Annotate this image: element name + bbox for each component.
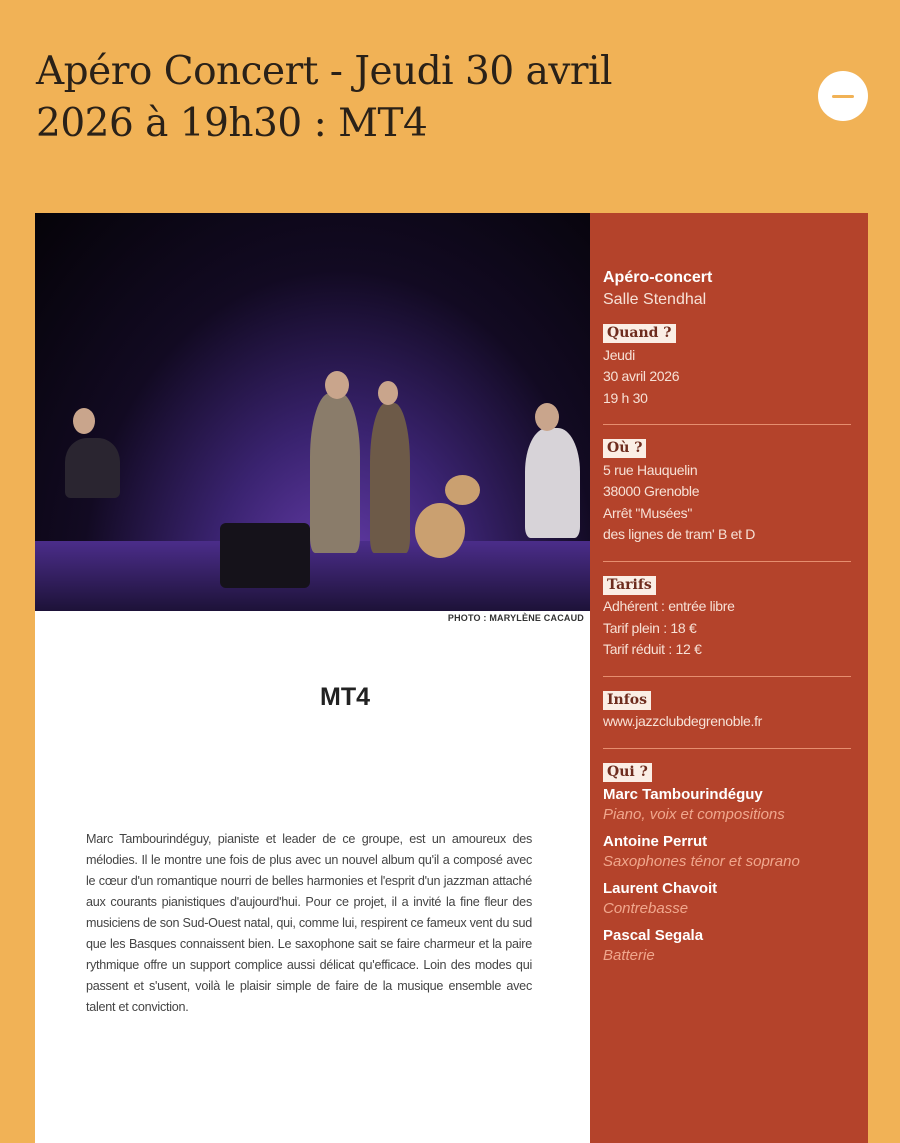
musician-name: Laurent Chavoit <box>603 880 718 897</box>
musician-role: Saxophones ténor et soprano <box>603 853 800 870</box>
bassist-head <box>378 381 398 405</box>
musician-role: Batterie <box>603 947 655 964</box>
price-line: Tarif réduit : 12 € <box>603 641 702 657</box>
collapse-button[interactable] <box>818 71 868 121</box>
address-line: Arrêt "Musées" <box>603 504 692 521</box>
divider <box>603 561 851 562</box>
saxophonist <box>310 393 360 553</box>
musician-name: Pascal Segala <box>603 927 704 944</box>
address-line: 38000 Grenoble <box>603 483 700 499</box>
description: Marc Tambourindéguy, pianiste et leader de ce groupe, est un amoureux des mélodies. Il le montre une fois de plus avec un nouvel album qu'il a composé avec le cœur d'un romantique nourri de belles harmonies et l'esprit d'un jazzman attaché aux courants pianistiques d'aujourd'hui. Pour ce projet, il a invité la fine fleur des musiciens de son Sud-Ouest natal, qui, comme lui, respirent ce fameux vent du sud que les Basques connaissent bien. Le saxophone sait se faire charmeur et la paire rythmique offre un support complice aussi délicat qu'efficace. Loin des modes qui passent et s'usent, voilà le plaisir simple de faire de la musique ensemble avec talent et conviction. <box>86 832 532 1014</box>
where-label: Où ? <box>603 439 646 458</box>
venue: Salle Stendhal <box>603 290 707 308</box>
drummer <box>525 428 580 538</box>
musician-role: Contrebasse <box>603 900 689 917</box>
info-panel <box>590 213 868 1143</box>
musician-name: Antoine Perrut <box>603 833 708 850</box>
event-type: Apéro-concert <box>603 269 713 286</box>
website-link[interactable]: www.jazzclubdegrenoble.fr <box>603 713 763 729</box>
divider <box>603 748 851 749</box>
tom-drum <box>445 475 480 505</box>
price-line: Tarif plein : 18 € <box>603 619 697 636</box>
page-title: Apéro Concert - Jeudi 30 avril 2026 à 19h30 : MT4 <box>36 49 612 146</box>
bassist <box>370 403 410 553</box>
divider <box>603 424 851 425</box>
drummer-head <box>535 403 559 431</box>
monitor-speaker <box>220 523 310 588</box>
event-card <box>35 213 868 1143</box>
infos-label: Infos <box>603 691 651 710</box>
musician-name: Marc Tambourindéguy <box>603 786 763 803</box>
bass-drum <box>415 503 465 558</box>
prices-label: Tarifs <box>603 576 656 595</box>
band-name: MT4 <box>320 683 370 711</box>
address-line: 5 rue Hauquelin <box>603 461 698 478</box>
address-line: des lignes de tram' B et D <box>603 526 756 542</box>
who-label: Qui ? <box>603 763 652 782</box>
musician-role: Piano, voix et compositions <box>603 806 785 823</box>
when-label: Quand ? <box>603 324 676 343</box>
when-time: 19 h 30 <box>603 389 648 406</box>
photo-credit: PHOTO : MARYLÈNE CACAUD <box>447 613 584 623</box>
concert-photo <box>35 213 590 611</box>
price-line: Adhérent : entrée libre <box>603 598 735 614</box>
pianist <box>65 438 120 498</box>
when-date: 30 avril 2026 <box>603 368 680 384</box>
saxophonist-head <box>325 371 349 399</box>
pianist-head <box>73 408 95 434</box>
when-day: Jeudi <box>603 346 635 363</box>
divider <box>603 676 851 677</box>
